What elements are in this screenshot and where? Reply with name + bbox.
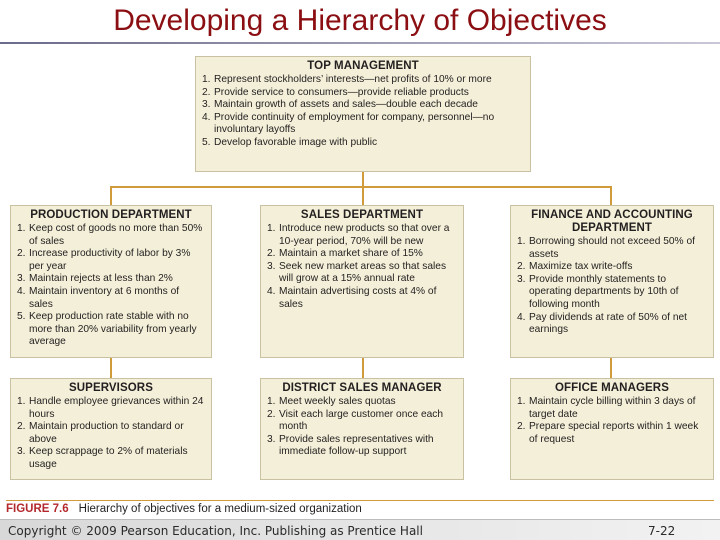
- top-management-objectives: [202, 74, 524, 150]
- connector-finance: [610, 186, 612, 205]
- objective-item: 1. Represent stockholders’ interests—net profits of 10% or more: [202, 74, 492, 85]
- finance-objectives: [517, 236, 707, 337]
- objective-item: 3. Maintain rejects at less than 2%: [17, 273, 173, 285]
- connector-supervisors: [110, 358, 112, 378]
- objective-item: 1. Meet weekly sales quotas: [267, 396, 396, 407]
- supervisors-title: SUPERVISORS: [69, 382, 153, 394]
- district-sales-objectives: [267, 396, 457, 459]
- objective-item: 2. Increase productivity of labor by 3% per year: [17, 248, 191, 272]
- office-managers-title: OFFICE MANAGERS: [555, 382, 669, 394]
- objective-item: 4. Provide continuity of employment for company, personnel—no involuntary layoffs: [202, 111, 495, 136]
- objective-item: 1. Keep cost of goods no more than 50% of sales: [17, 223, 203, 247]
- top-management-box: [195, 56, 531, 172]
- figure-caption: [6, 500, 714, 516]
- objective-item: 1. Introduce new products so that over a 10-year period, 70% will be new: [267, 223, 450, 247]
- objective-item: 3. Provide sales representatives with immediate follow-up support: [267, 433, 434, 458]
- supervisors-objectives: [17, 396, 205, 472]
- objective-item: 2. Maximize tax write-offs: [517, 261, 633, 273]
- finance-department-box: [510, 205, 714, 358]
- finance-department-title: FINANCE AND ACCOUNTING DEPARTMENT: [531, 209, 693, 234]
- objective-item: 5. Keep production rate stable with no more than 20% variability from yearly average: [17, 311, 197, 348]
- objective-item: 4. Maintain inventory at 6 months of sales: [17, 285, 180, 310]
- district-sales-manager-title: DISTRICT SALES MANAGER: [282, 382, 442, 394]
- figure-caption-text: Hierarchy of objectives for a medium-sized organization: [78, 503, 362, 515]
- slide-title: Developing a Hierarchy of Objectives: [113, 4, 607, 37]
- connector-horizontal: [110, 186, 612, 188]
- objective-item: 1. Handle employee grievances within 24 hours: [17, 396, 204, 420]
- production-department-title: PRODUCTION DEPARTMENT: [30, 209, 192, 221]
- objective-item: 3. Maintain growth of assets and sales—double each decade: [202, 99, 478, 111]
- sales-department-title: SALES DEPARTMENT: [300, 209, 424, 221]
- production-department-box: [10, 205, 212, 358]
- footer-copyright: Copyright © 2009 Pearson Education, Inc. Publishing as Prentice Hall: [8, 524, 423, 538]
- office-managers-objectives: [517, 396, 707, 446]
- connector-sales: [362, 186, 364, 205]
- connector-top-down: [362, 172, 364, 187]
- objective-item: 2. Prepare special reports within 1 week of request: [517, 421, 699, 445]
- connector-production: [110, 186, 112, 205]
- objective-item: 2. Maintain a market share of 15%: [267, 248, 423, 260]
- objective-item: 5. Develop favorable image with public: [202, 136, 378, 148]
- connector-office: [610, 358, 612, 378]
- objective-item: 4. Pay dividends at rate of 50% of net earnings: [517, 311, 688, 336]
- production-objectives: [17, 223, 205, 349]
- objective-item: 3. Seek new market areas so that sales will grow at a 15% annual rate: [267, 260, 447, 285]
- top-management-title: TOP MANAGEMENT: [307, 60, 419, 72]
- title-divider: [0, 42, 720, 44]
- objective-item: 3. Provide monthly statements to operating departments by 10th of following month: [517, 273, 679, 310]
- sales-objectives: [267, 223, 457, 311]
- objective-item: 1. Maintain cycle billing within 3 days of target date: [517, 396, 696, 420]
- footer-page-number: 7-22: [648, 524, 676, 538]
- objective-item: 4. Maintain advertising costs at 4% of sales: [267, 285, 437, 310]
- objective-item: 2. Visit each large customer once each month: [267, 408, 444, 433]
- objective-item: 2. Maintain production to standard or above: [17, 421, 184, 445]
- figure-label: FIGURE 7.6: [6, 503, 69, 515]
- objective-item: 2. Provide service to consumers—provide reliable products: [202, 86, 469, 98]
- district-sales-manager-box: [260, 378, 464, 480]
- supervisors-box: [10, 378, 212, 480]
- office-managers-box: [510, 378, 714, 480]
- objective-item: 3. Keep scrappage to 2% of materials usage: [17, 446, 188, 470]
- sales-department-box: [260, 205, 464, 358]
- connector-district: [362, 358, 364, 378]
- objective-item: 1. Borrowing should not exceed 50% of assets: [517, 236, 695, 260]
